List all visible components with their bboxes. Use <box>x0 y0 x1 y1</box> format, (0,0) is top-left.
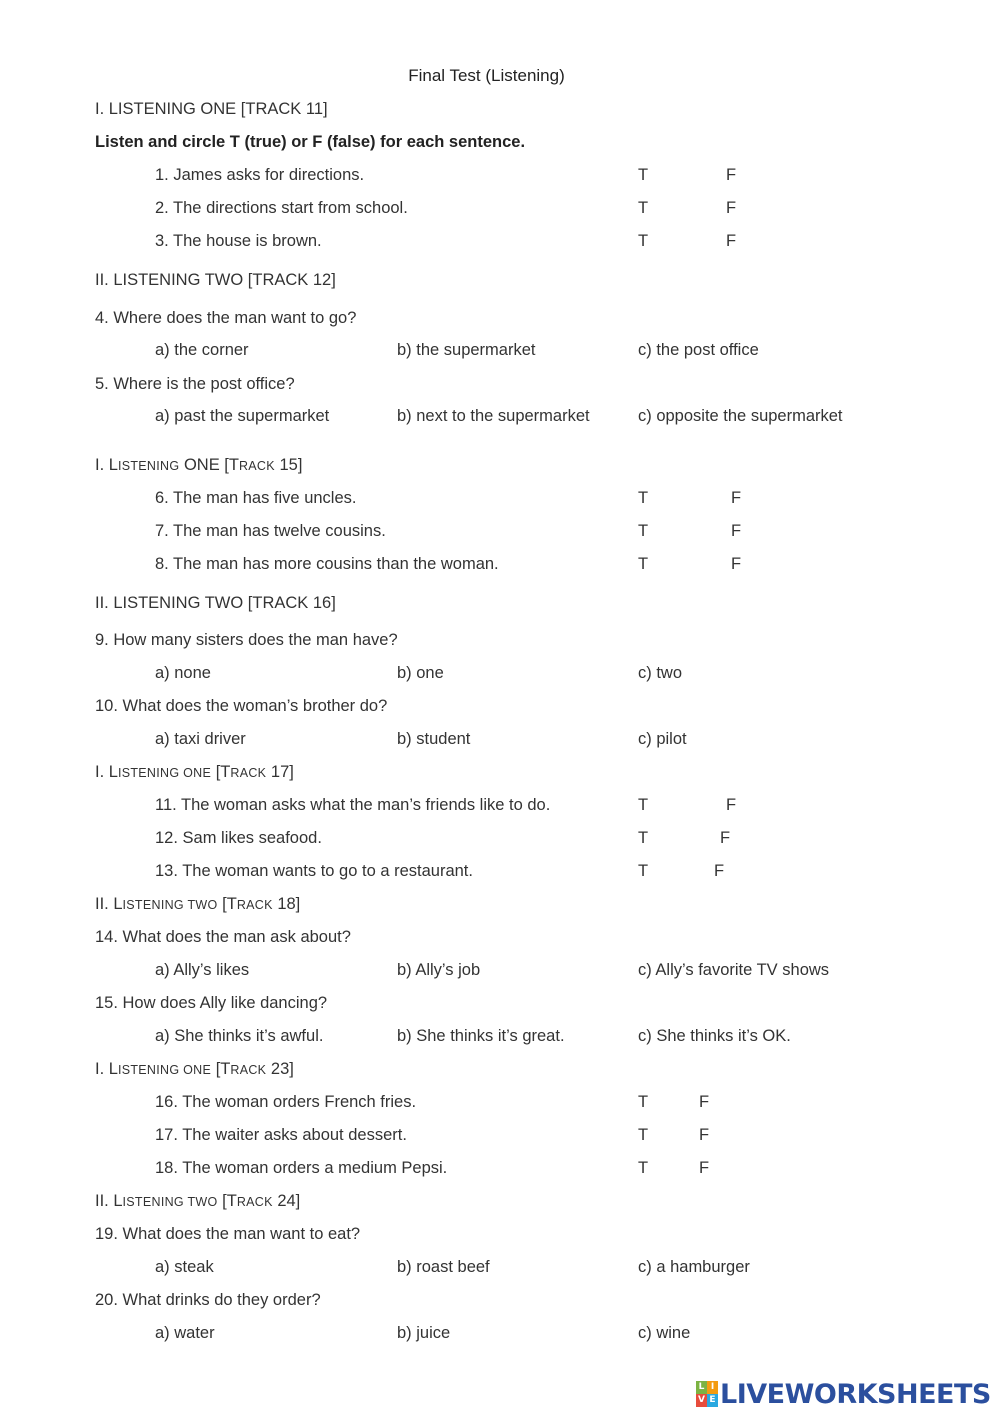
false-option-16[interactable]: F <box>699 1093 710 1111</box>
option-19b[interactable]: b) roast beef <box>397 1258 490 1276</box>
statement-17: 17. The waiter asks about dessert. <box>155 1126 407 1144</box>
statement-7: 7. The man has twelve cousins. <box>155 522 386 540</box>
option-19a[interactable]: a) steak <box>155 1258 214 1276</box>
statement-16: 16. The woman orders French fries. <box>155 1093 417 1111</box>
false-option-11[interactable]: F <box>726 796 737 814</box>
option-10a[interactable]: a) taxi driver <box>155 730 246 748</box>
true-option-12[interactable]: T <box>638 829 649 847</box>
false-option-13[interactable]: F <box>714 862 725 880</box>
true-option-17[interactable]: T <box>638 1126 649 1144</box>
option-9a[interactable]: a) none <box>155 664 211 682</box>
option-5a[interactable]: a) past the supermarket <box>155 407 330 425</box>
true-option-18[interactable]: T <box>638 1159 649 1177</box>
option-14a[interactable]: a) Ally’s likes <box>155 961 250 979</box>
option-20c[interactable]: c) wine <box>638 1324 691 1342</box>
option-9b[interactable]: b) one <box>397 664 444 682</box>
option-15b[interactable]: b) She thinks it’s great. <box>397 1027 565 1045</box>
statement-13: 13. The woman wants to go to a restaurant. <box>155 862 473 880</box>
true-option-8[interactable]: T <box>638 555 649 573</box>
statement-11: 11. The woman asks what the man’s friends like to do. <box>155 796 551 814</box>
option-20a[interactable]: a) water <box>155 1324 215 1342</box>
liveworksheets-logo <box>696 1377 991 1411</box>
true-option-7[interactable]: T <box>638 522 649 540</box>
statement-1: 1. James asks for directions. <box>155 166 365 184</box>
section-heading-track-24: II. LISTENING TWO [TRACK 24] <box>95 1192 301 1210</box>
section-heading-track-23: I. LISTENING ONE [TRACK 23] <box>95 1060 294 1078</box>
option-15a[interactable]: a) She thinks it’s awful. <box>155 1027 324 1045</box>
option-9c[interactable]: c) two <box>638 664 683 682</box>
statement-3: 3. The house is brown. <box>155 232 322 250</box>
true-option-1[interactable]: T <box>638 166 649 184</box>
page-title: Final Test (Listening) <box>408 66 565 85</box>
false-option-1[interactable]: F <box>726 166 737 184</box>
option-4c[interactable]: c) the post office <box>638 341 759 359</box>
option-5b[interactable]: b) next to the supermarket <box>397 407 590 425</box>
logo-text: LIVEWORKSHEETS <box>720 1378 991 1410</box>
option-4a[interactable]: a) the corner <box>155 341 249 359</box>
question-9: 9. How many sisters does the man have? <box>95 631 398 649</box>
section-heading-track-15: I. LISTENING ONE [TRACK 15] <box>95 456 303 474</box>
section-heading-track-17: I. LISTENING ONE [TRACK 17] <box>95 763 294 781</box>
option-20b[interactable]: b) juice <box>397 1324 451 1342</box>
statement-18: 18. The woman orders a medium Pepsi. <box>155 1159 448 1177</box>
section-heading-track-18: II. LISTENING TWO [TRACK 18] <box>95 895 301 913</box>
question-19: 19. What does the man want to eat? <box>95 1225 361 1243</box>
false-option-7[interactable]: F <box>731 522 742 540</box>
false-option-3[interactable]: F <box>726 232 737 250</box>
false-option-12[interactable]: F <box>720 829 731 847</box>
option-4b[interactable]: b) the supermarket <box>397 341 536 359</box>
question-15: 15. How does Ally like dancing? <box>95 994 328 1012</box>
section-heading-track-16: II. LISTENING TWO [TRACK 16] <box>95 594 336 612</box>
false-option-2[interactable]: F <box>726 199 737 217</box>
question-5: 5. Where is the post office? <box>95 375 295 393</box>
option-10b[interactable]: b) student <box>397 730 471 748</box>
statement-8: 8. The man has more cousins than the woman. <box>155 555 499 573</box>
section-heading-track-11: I. LISTENING ONE [TRACK 11] <box>95 100 328 118</box>
option-10c[interactable]: c) pilot <box>638 730 687 748</box>
option-14c[interactable]: c) Ally’s favorite TV shows <box>638 961 830 979</box>
true-option-2[interactable]: T <box>638 199 649 217</box>
option-14b[interactable]: b) Ally’s job <box>397 961 481 979</box>
option-19c[interactable]: c) a hamburger <box>638 1258 750 1276</box>
true-option-13[interactable]: T <box>638 862 649 880</box>
question-14: 14. What does the man ask about? <box>95 928 351 946</box>
false-option-17[interactable]: F <box>699 1126 710 1144</box>
question-10: 10. What does the woman’s brother do? <box>95 697 388 715</box>
liveworksheets-mark-icon: L I V E <box>696 1381 718 1407</box>
option-15c[interactable]: c) She thinks it’s OK. <box>638 1027 791 1045</box>
option-5c[interactable]: c) opposite the supermarket <box>638 407 843 425</box>
true-option-3[interactable]: T <box>638 232 649 250</box>
false-option-18[interactable]: F <box>699 1159 710 1177</box>
statement-6: 6. The man has five uncles. <box>155 489 357 507</box>
question-4: 4. Where does the man want to go? <box>95 309 357 327</box>
statement-2: 2. The directions start from school. <box>155 199 408 217</box>
false-option-6[interactable]: F <box>731 489 742 507</box>
true-option-11[interactable]: T <box>638 796 649 814</box>
statement-12: 12. Sam likes seafood. <box>155 829 322 847</box>
false-option-8[interactable]: F <box>731 555 742 573</box>
instruction: Listen and circle T (true) or F (false) for each sentence. <box>95 133 526 151</box>
question-20: 20. What drinks do they order? <box>95 1291 321 1309</box>
true-option-16[interactable]: T <box>638 1093 649 1111</box>
true-option-6[interactable]: T <box>638 489 649 507</box>
section-heading-track-12: II. LISTENING TWO [TRACK 12] <box>95 271 336 289</box>
